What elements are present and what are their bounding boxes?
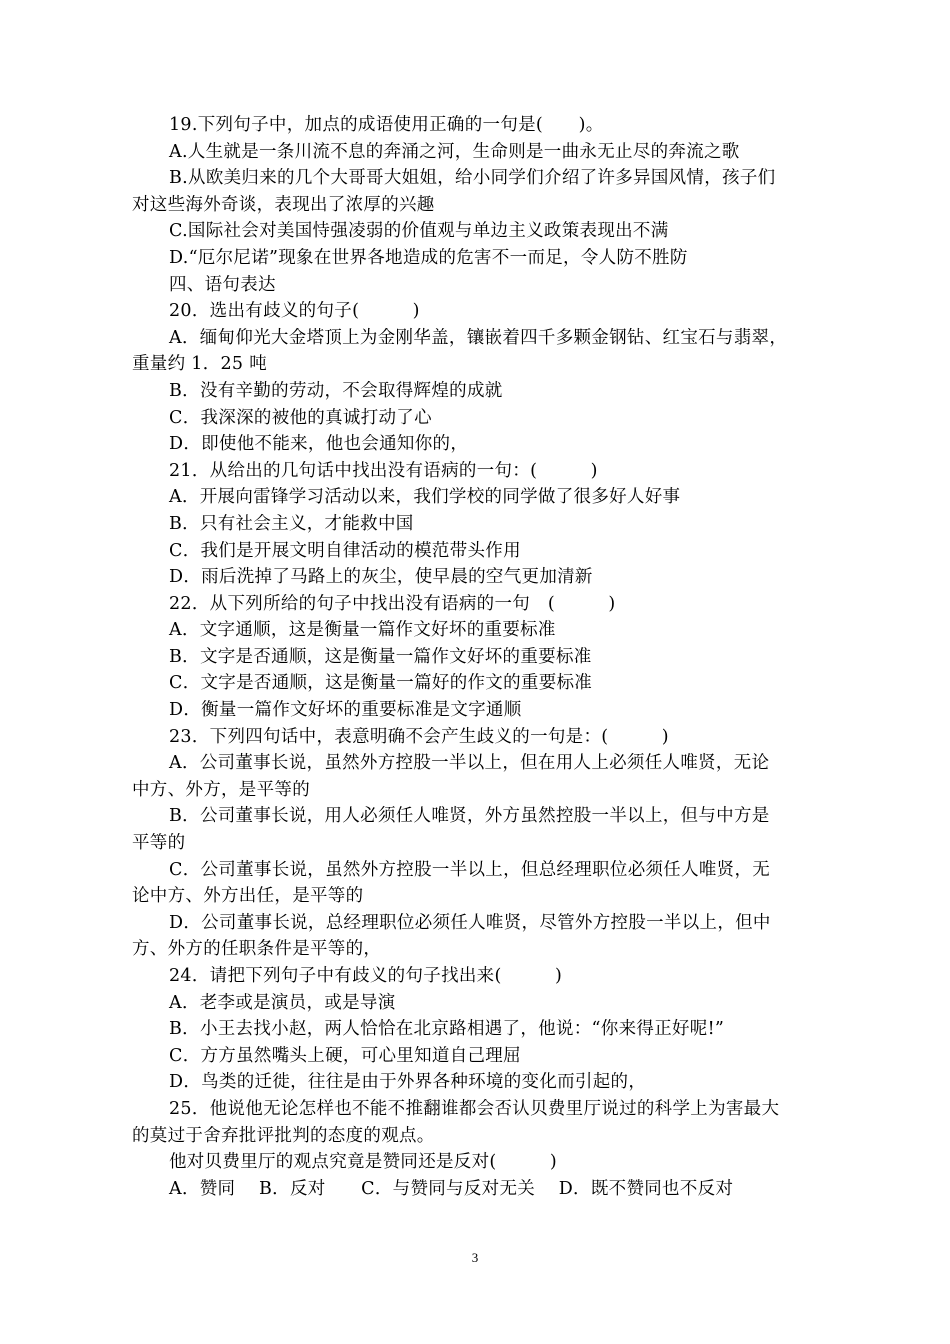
q22-option-d: D．衡量一篇作文好坏的重要标准是文字通顺 bbox=[169, 700, 522, 721]
q19-option-a: A.人生就是一条川流不息的奔涌之河，生命则是一曲永无止尽的奔流之歌 bbox=[169, 141, 740, 162]
q24-option-b: B．小王去找小赵，两人恰恰在北京路相遇了，他说：“你来得正好呢!” bbox=[169, 1019, 725, 1040]
q25-options: A．赞同 B．反对 C．与赞同与反对无关 D．既不赞同也不反对 bbox=[169, 1178, 734, 1199]
q20-stem: 20．选出有歧义的句子( ) bbox=[169, 301, 420, 322]
q25-question: 他对贝费里厅的观点究竟是赞同还是反对( ) bbox=[169, 1152, 558, 1173]
q20-option-d: D．即使他不能来，他也会通知你的， bbox=[169, 434, 469, 455]
q25-stem-cont: 的莫过于舍弃批评批判的态度的观点。 bbox=[132, 1125, 435, 1146]
q24-option-c: C．方方虽然嘴头上硬，可心里知道自己理屈 bbox=[169, 1045, 521, 1066]
q20-option-a: A．缅甸仰光大金塔顶上为金刚华盖，镶嵌着四千多颗金钢钻、红宝石与翡翠， bbox=[169, 327, 788, 348]
q24-option-d: D．鸟类的迁徙，往往是由于外界各种环境的变化而引起的， bbox=[169, 1072, 647, 1093]
q19-option-d: D.“厄尔尼诺”现象在世界各地造成的危害不一而足，令人防不胜防 bbox=[169, 247, 688, 268]
q21-option-d: D．雨后洗掉了马路上的灰尘，使早晨的空气更加清新 bbox=[169, 567, 593, 588]
q22-option-c: C．文字是否通顺，这是衡量一篇好的作文的重要标准 bbox=[169, 673, 593, 694]
q23-stem: 23．下列四句话中，表意明确不会产生歧义的一句是：( ) bbox=[169, 726, 669, 747]
q24-stem: 24．请把下列句子中有歧义的句子找出来( ) bbox=[169, 966, 563, 986]
q20-option-c: C．我深深的被他的真诚打动了心 bbox=[169, 407, 432, 428]
q25-stem: 25．他说他无论怎样也不能不推翻谁都会否认贝费里厅说过的科学上为害最大 bbox=[169, 1098, 780, 1119]
q19-option-b: B.从欧美归来的几个大哥哥大姐姐，给小同学们介绍了许多异国风情，孩子们 bbox=[169, 168, 776, 189]
page-number: 3 bbox=[471, 1250, 479, 1265]
q23-option-b: B．公司董事长说，用人必须任人唯贤，外方虽然控股一半以上，但与中方是 bbox=[169, 806, 770, 827]
question-text-block bbox=[132, 112, 822, 1202]
q23-option-d-cont: 方、外方的任职条件是平等的， bbox=[132, 939, 382, 960]
q20-option-a-cont: 重量约 1．25 吨 bbox=[132, 354, 268, 375]
q23-option-c-cont: 论中方、外方出任，是平等的 bbox=[132, 886, 364, 907]
q22-stem: 22．从下列所给的句子中找出没有语病的一句 ( ) bbox=[169, 593, 616, 614]
q22-option-a: A．文字通顺，这是衡量一篇作文好坏的重要标准 bbox=[169, 620, 556, 641]
q19-option-c: C.国际社会对美国恃强凌弱的价值观与单边主义政策表现出不满 bbox=[169, 221, 669, 242]
q21-stem: 21．从给出的几句话中找出没有语病的一句：( ) bbox=[169, 460, 598, 481]
q23-option-d: D．公司董事长说，总经理职位必须任人唯贤，尽管外方控股一半以上，但中 bbox=[169, 912, 771, 933]
section-heading: 四、语句表达 bbox=[169, 274, 276, 295]
q21-option-a: A．开展向雷锋学习活动以来，我们学校的同学做了很多好人好事 bbox=[169, 487, 681, 508]
q21-option-c: C．我们是开展文明自律活动的模范带头作用 bbox=[169, 540, 521, 561]
q19-stem: 19.下列句子中，加点的成语使用正确的一句是( )。 bbox=[169, 115, 604, 135]
q22-option-b: B．文字是否通顺，这是衡量一篇作文好坏的重要标准 bbox=[169, 646, 592, 667]
q23-option-b-cont: 平等的 bbox=[132, 833, 186, 854]
q21-option-b: B．只有社会主义，才能救中国 bbox=[169, 513, 414, 534]
q23-option-a-cont: 中方、外方，是平等的 bbox=[132, 779, 310, 800]
q23-option-a: A．公司董事长说，虽然外方控股一半以上，但在用人上必须任人唯贤，无论 bbox=[169, 753, 770, 774]
q23-option-c: C．公司董事长说，虽然外方控股一半以上，但总经理职位必须任人唯贤，无 bbox=[169, 859, 771, 880]
q20-option-b: B．没有辛勤的劳动，不会取得辉煌的成就 bbox=[169, 380, 503, 401]
q24-option-a: A．老李或是演员，或是导演 bbox=[169, 992, 396, 1013]
q19-option-b-cont: 对这些海外奇谈，表现出了浓厚的兴趣 bbox=[132, 194, 435, 215]
